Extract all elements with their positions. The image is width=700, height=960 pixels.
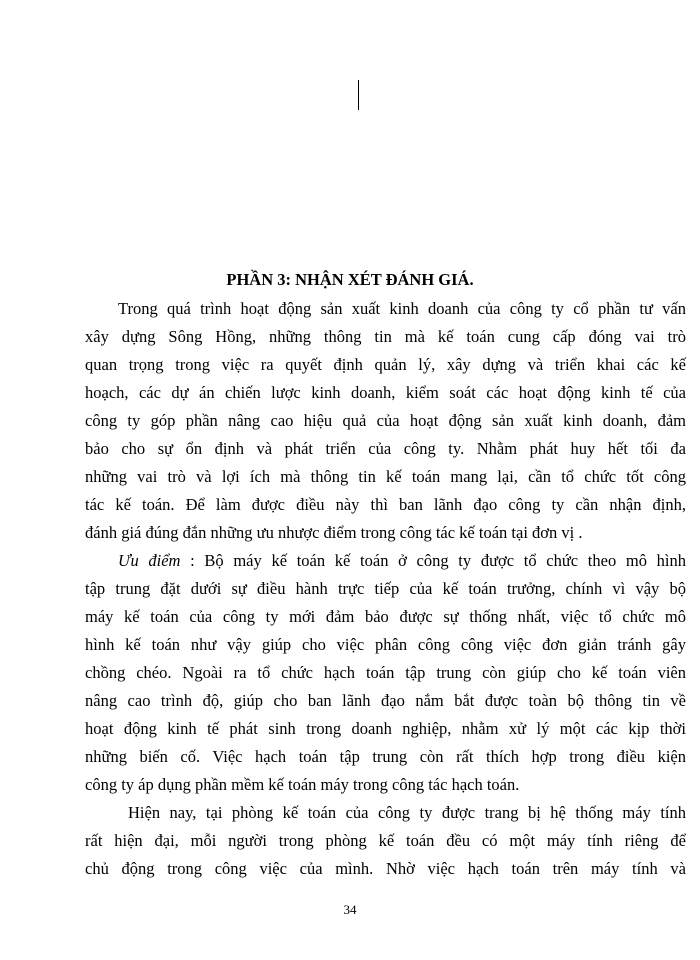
- paragraph-1-line: đánh giá đúng đắn những ưu nhược điểm trong công tác kế toán tại đơn vị .: [85, 523, 583, 542]
- paragraph-2-line: hình kế toán như vậy giúp cho việc phân công công việc đơn giản tránh gây: [85, 635, 686, 654]
- paragraph-3-line: Hiện nay, tại phòng kế toán của công ty được trang bị hệ thống máy tính: [128, 803, 686, 822]
- paragraph-2-line: tập trung đặt dưới sự điều hành trực tiếp của kế toán trưởng, chính vì vậy bộ: [85, 579, 686, 598]
- paragraph-1-line: công ty góp phần nâng cao hiệu quả của hoạt động sản xuất kinh doanh, đảm: [85, 411, 686, 430]
- paragraph-1-line: xây dựng Sông Hồng, những thông tin mà kế toán cung cấp đóng vai trò: [85, 327, 686, 346]
- advantage-label: Ưu điểm: [118, 551, 181, 570]
- paragraph-2-line: công ty áp dụng phần mềm kế toán máy trong công tác hạch toán.: [85, 775, 520, 794]
- paragraph-1-line: quan trọng trong việc ra quyết định quản lý, xây dựng và triển khai các kế: [85, 355, 686, 374]
- section-heading: PHẦN 3: NHẬN XÉT ĐÁNH GIÁ.: [226, 270, 474, 289]
- paragraph-2-first-line-text: : Bộ máy kế toán kế toán ở công ty được tổ chức theo mô hình: [180, 551, 686, 570]
- text-cursor: [358, 80, 359, 110]
- paragraph-1-line: bảo cho sự ổn định và phát triển của công ty. Nhằm phát huy hết tối đa: [85, 439, 686, 458]
- paragraph-2-line: máy kế toán của công ty mới đảm bảo được sự thống nhất, việc tổ chức mô: [85, 607, 686, 626]
- paragraph-1-line: tác kế toán. Để làm được điều này thì ban lãnh đạo công ty cần nhận định,: [85, 495, 686, 514]
- paragraph-1-line: hoạch, các dự án chiến lược kinh doanh, kiểm soát các hoạt động kinh tế của: [85, 383, 686, 402]
- paragraph-3-line: rất hiện đại, mỗi người trong phòng kế toán đều có một máy tính riêng để: [85, 831, 686, 850]
- paragraph-2-line: hoạt động kinh tế phát sinh trong doanh nghiệp, nhằm xử lý một các kịp thời: [85, 719, 686, 738]
- paragraph-2-line: chồng chéo. Ngoài ra tổ chức hạch toán tập trung còn giúp cho kế toán viên: [85, 663, 686, 682]
- paragraph-1-line: Trong quá trình hoạt động sản xuất kinh doanh của công ty cổ phần tư vấn: [118, 299, 686, 318]
- paragraph-1-line: những vai trò và lợi ích mà thông tin kế toán mang lại, cần tổ chức tốt công: [85, 467, 686, 486]
- paragraph-3-line: chủ động trong công việc của mình. Nhờ việc hạch toán trên máy tính và: [85, 859, 686, 878]
- paragraph-2-line: những biến cố. Việc hạch toán tập trung còn rất thích hợp trong điều kiện: [85, 747, 686, 766]
- page-number: 34: [343, 902, 357, 917]
- paragraph-2-line: nâng cao trình độ, giúp cho ban lãnh đạo nắm bắt được toàn bộ thông tin về: [85, 691, 686, 710]
- paragraph-2-first-line: [118, 551, 686, 571]
